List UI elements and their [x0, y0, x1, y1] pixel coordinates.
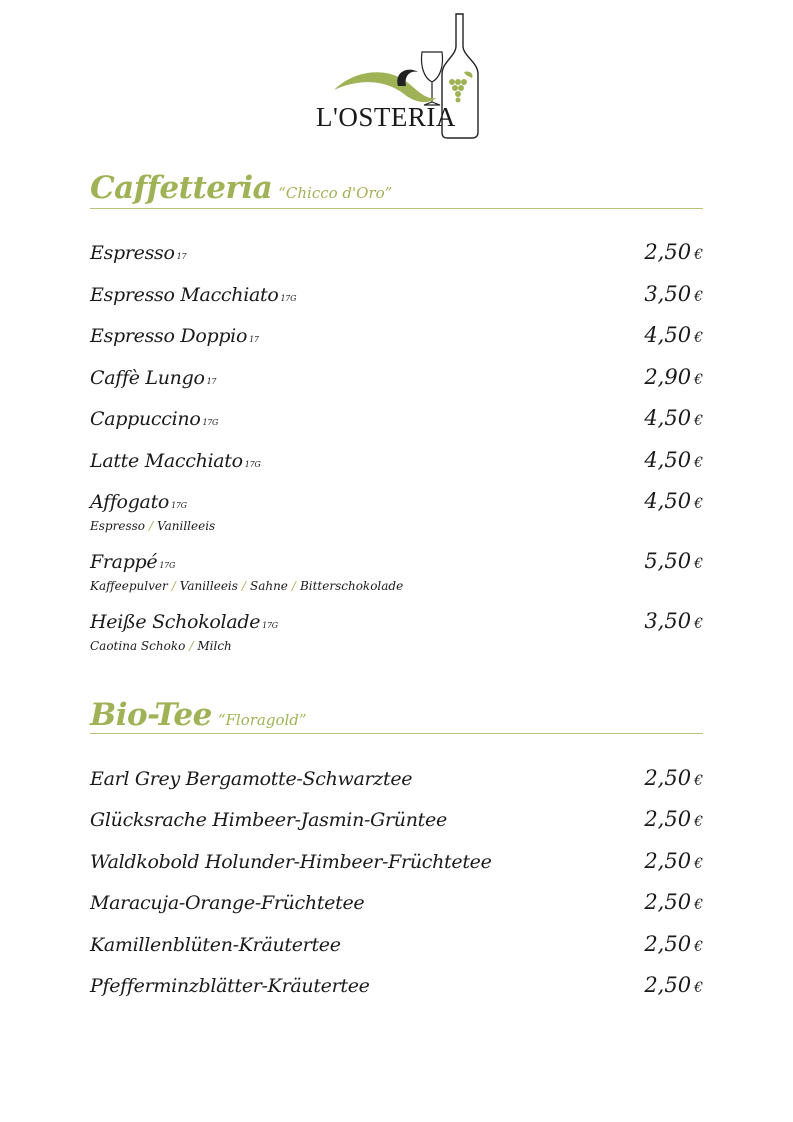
currency-symbol: €: [694, 616, 703, 632]
price-value: 4,50: [644, 489, 692, 513]
price-value: 5,50: [644, 549, 692, 573]
allergen-code: 17G: [202, 418, 219, 427]
currency-symbol: €: [694, 330, 703, 346]
menu-item-description: [90, 639, 232, 653]
menu-item-name: [90, 284, 296, 306]
price-value: 2,50: [644, 932, 692, 956]
price-value: 4,50: [644, 448, 692, 472]
menu-item-price: [644, 807, 703, 831]
ingredient: Vanilleeis: [157, 519, 216, 533]
separator-slash: /: [189, 639, 194, 653]
item-label: Caffè Lungo: [90, 367, 205, 389]
menu-item-name: Maracuja-Orange-Früchtetee: [90, 892, 365, 914]
section-title-text: Bio-Tee: [90, 697, 212, 733]
section-subtitle: “Floragold”: [217, 711, 307, 729]
currency-symbol: €: [694, 556, 703, 572]
menu-item-price: [644, 890, 703, 914]
currency-symbol: €: [694, 980, 703, 996]
price-value: 2,90: [644, 365, 692, 389]
currency-symbol: €: [694, 372, 703, 388]
menu-item-price: [644, 406, 703, 430]
menu-item-name: [90, 450, 260, 472]
menu-item-price: [644, 448, 703, 472]
ingredient: Bitterschokolade: [299, 579, 404, 593]
menu-item-price: [644, 609, 703, 633]
currency-symbol: €: [694, 289, 703, 305]
currency-symbol: €: [694, 773, 703, 789]
ingredient: Milch: [197, 639, 232, 653]
ingredient: Sahne: [249, 579, 288, 593]
brand-logo: [312, 10, 482, 142]
ingredient: Vanilleeis: [179, 579, 238, 593]
allergen-code: 17G: [159, 561, 176, 570]
section-title-text: Caffetteria: [90, 170, 273, 206]
menu-item-price: [644, 489, 703, 513]
separator-slash: /: [148, 519, 154, 533]
item-label: Espresso: [90, 242, 175, 264]
menu-item-price: [644, 766, 703, 790]
price-value: 3,50: [644, 282, 692, 306]
ingredient: Caotina Schoko: [90, 639, 186, 653]
item-label: Espresso Macchiato: [90, 284, 279, 306]
menu-item-price: [644, 365, 703, 389]
currency-symbol: €: [694, 455, 703, 471]
price-value: 2,50: [644, 766, 692, 790]
price-value: 2,50: [644, 240, 692, 264]
menu-item-name: Pfefferminzblätter-Kräutertee: [90, 975, 370, 997]
allergen-code: 17G: [262, 621, 278, 630]
allergen-code: 17: [176, 252, 187, 261]
price-value: 3,50: [644, 609, 692, 633]
item-label: Frappé: [90, 551, 158, 573]
ingredient: Espresso: [90, 519, 145, 533]
brand-wordmark: L'OSTERIA: [316, 102, 456, 132]
ingredient: Kaffeepulver: [90, 579, 168, 593]
menu-item-price: [644, 849, 703, 873]
price-value: 2,50: [644, 890, 692, 914]
menu-item-price: [644, 282, 703, 306]
currency-symbol: €: [694, 413, 703, 429]
section-divider: [90, 208, 703, 209]
menu-item-name: [90, 611, 278, 633]
menu-item-name: Earl Grey Bergamotte-Schwarztee: [90, 768, 413, 790]
menu-item-description: [90, 579, 403, 593]
menu-item-name: [90, 491, 187, 513]
menu-item-price: [644, 240, 703, 264]
menu-item-name: [90, 367, 216, 389]
allergen-code: 17G: [280, 294, 297, 303]
allergen-code: 17: [206, 377, 217, 386]
separator-slash: /: [291, 579, 296, 593]
section-title-caffetteria: [90, 170, 392, 206]
allergen-code: 17: [249, 335, 259, 344]
menu-item-price: [644, 549, 703, 573]
allergen-code: 17G: [171, 501, 187, 510]
price-value: 2,50: [644, 807, 692, 831]
currency-symbol: €: [694, 897, 703, 913]
menu-item-name: Glücksrache Himbeer-Jasmin-Grüntee: [90, 809, 447, 831]
menu-item-name: [90, 408, 218, 430]
item-label: Latte Macchiato: [90, 450, 243, 472]
menu-item-name: [90, 325, 259, 347]
price-value: 4,50: [644, 406, 692, 430]
item-label: Cappuccino: [90, 408, 201, 430]
price-value: 4,50: [644, 323, 692, 347]
separator-slash: /: [241, 579, 246, 593]
separator-slash: /: [171, 579, 176, 593]
menu-item-description: [90, 519, 215, 533]
menu-item-price: [644, 973, 703, 997]
item-label: Espresso Doppio: [90, 325, 248, 347]
menu-item-price: [644, 323, 703, 347]
section-divider: [90, 733, 703, 734]
item-label: Affogato: [90, 491, 170, 513]
currency-symbol: €: [694, 856, 703, 872]
currency-symbol: €: [694, 247, 703, 263]
menu-item-name: [90, 242, 186, 264]
menu-item-name: Waldkobold Holunder-Himbeer-Früchtetee: [90, 851, 492, 873]
currency-symbol: €: [694, 496, 703, 512]
section-title-tea: [90, 697, 307, 733]
currency-symbol: €: [694, 939, 703, 955]
section-subtitle: “Chicco d'Oro”: [278, 184, 393, 202]
menu-item-price: [644, 932, 703, 956]
allergen-code: 17G: [244, 460, 261, 469]
currency-symbol: €: [694, 814, 703, 830]
menu-item-name: Kamillenblüten-Kräutertee: [90, 934, 341, 956]
menu-item-name: [90, 551, 175, 573]
item-label: Heiße Schokolade: [90, 611, 261, 633]
price-value: 2,50: [644, 973, 692, 997]
price-value: 2,50: [644, 849, 692, 873]
